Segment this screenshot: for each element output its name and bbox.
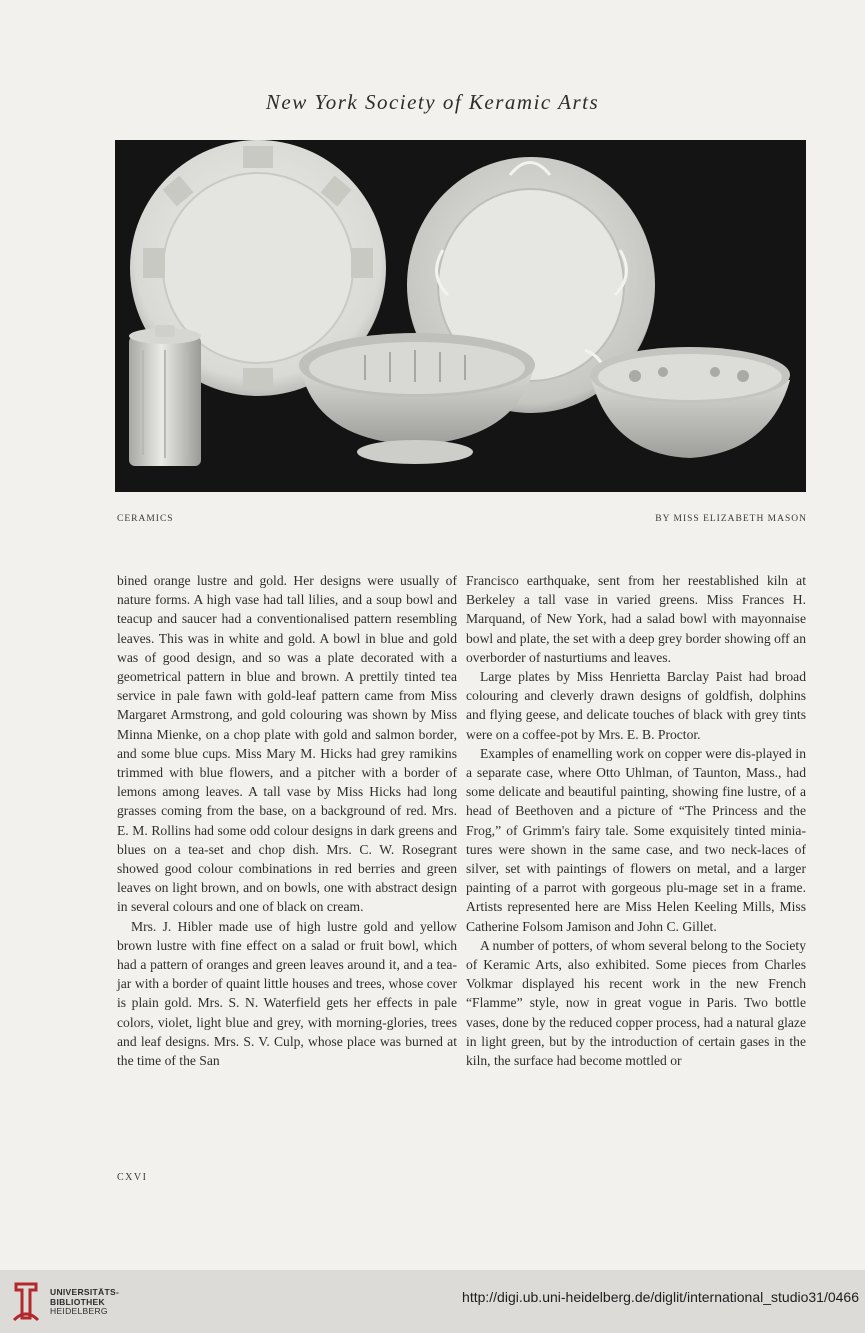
paragraph: bined orange lustre and gold. Her designs were usually of nature forms. A high vase had tall lilies, and a soup bowl and teacup and saucer had a conventionalised pattern resembling leaves. This was in white and gold. A bowl in blue and gold was of good design, and so was a plate decorated with a geometrical pattern in blue and brown. A prettily tinted tea service in pale fawn with gold-leaf pattern came from Miss Margaret Armstrong, and gold colouring was shown by Miss Minna Mienke, on a chop plate with gold and salmon border, and some blue cups. Miss Mary M. Hicks had grey ramikins trimmed with blue flowers, and a pitcher with a border of lemons among leaves. A tall vase by Miss Hicks had long grasses coming from the base, on a background of red. Mrs. E. M. Rollins had some odd colour designs in dark greens and blues on a tea-set and chop dish. Mrs. C. W. Rosegrant showed good colour combinations in red berries and green leaves on light brown, and on bowls, one with abstract design in several colours and one of black on cream. [117,573,457,915]
caption-credit: BY MISS ELIZABETH MASON [655,514,807,524]
right-column [466,571,806,1070]
viewer-footer [0,1270,865,1333]
permalink-url[interactable]: http://digi.ub.uni-heidelberg.de/diglit/international_studio31/0466 [462,1289,859,1305]
library-name [50,1288,119,1317]
paragraph: Francisco earthquake, sent from her reestablished kiln at Berkeley a tall vase in varied greens. Miss Frances H. Marquand, of New York, had a salad bowl with mayonnaise bowl and plate, the set with a deep grey border showing off an overborder of nasturtiums and leaves. [466,573,806,665]
library-name-line: BIBLIOTHEK [50,1296,105,1307]
page-number: CXVI [117,1172,148,1183]
running-head: New York Society of Keramic Arts [265,90,600,114]
library-logo-icon[interactable] [10,1278,42,1324]
left-column [117,571,457,1070]
paragraph: Large plates by Miss Henrietta Barclay Paist had broad colouring and cleverly drawn designs of goldfish, dolphins and flying geese, and delicate touches of black with grey tints were on a coffee-pot by Mrs. E. B. Proctor. [466,669,806,742]
paragraph: A number of potters, of whom several belong to the Society of Keramic Arts, also exhibited. Some pieces from Charles Volkmar displayed his recent work in the new French “Flamme” style, now in great vogue in Paris. Two bottle vases, done by the reduced copper process, had a natural glaze in light green, but by the introduction of certain gases in the kiln, the surface had become mottled or [466,937,806,1069]
ceramics-photograph [115,140,806,492]
caption-title: CERAMICS [117,514,174,524]
paragraph: Mrs. J. Hibler made use of high lustre gold and yellow brown lustre with fine effect on a salad or fruit bowl, which had a pattern of oranges and green leaves around it, and a tea-jar with a border of quaint little houses and trees, whose cover is plain gold. Mrs. S. N. Waterfield gets her effects in pale colors, violet, light blue and grey, with morning-glories, trees and leaf designs. Mrs. S. V. Culp, whose place was burned at the time of the San [117,918,457,1069]
tea-jar [129,325,201,466]
library-name-line: UNIVERSITÄTS- [50,1287,120,1297]
library-name-line: HEIDELBERG [50,1306,108,1316]
paragraph: Examples of enamelling work on copper were dis-played in a separate case, where Otto Uhlman, of Taunton, Mass., had some delicate and beautiful painting, showing fine lustre, of a head of Beethoven and a picture of “The Princess and the Frog,” of Grimm's fairy tale. Some exquisitely tinted minia-tures were shown in the same case, and two neck-laces of silver, set with paintings of flowers on metal, and a larger painting of a parrot with gorgeous plu-mage set in a frame. Artists represented here are Miss Helen Keeling Mills, Miss Catherine Folsom Jamison and John C. Gillet. [466,745,806,934]
